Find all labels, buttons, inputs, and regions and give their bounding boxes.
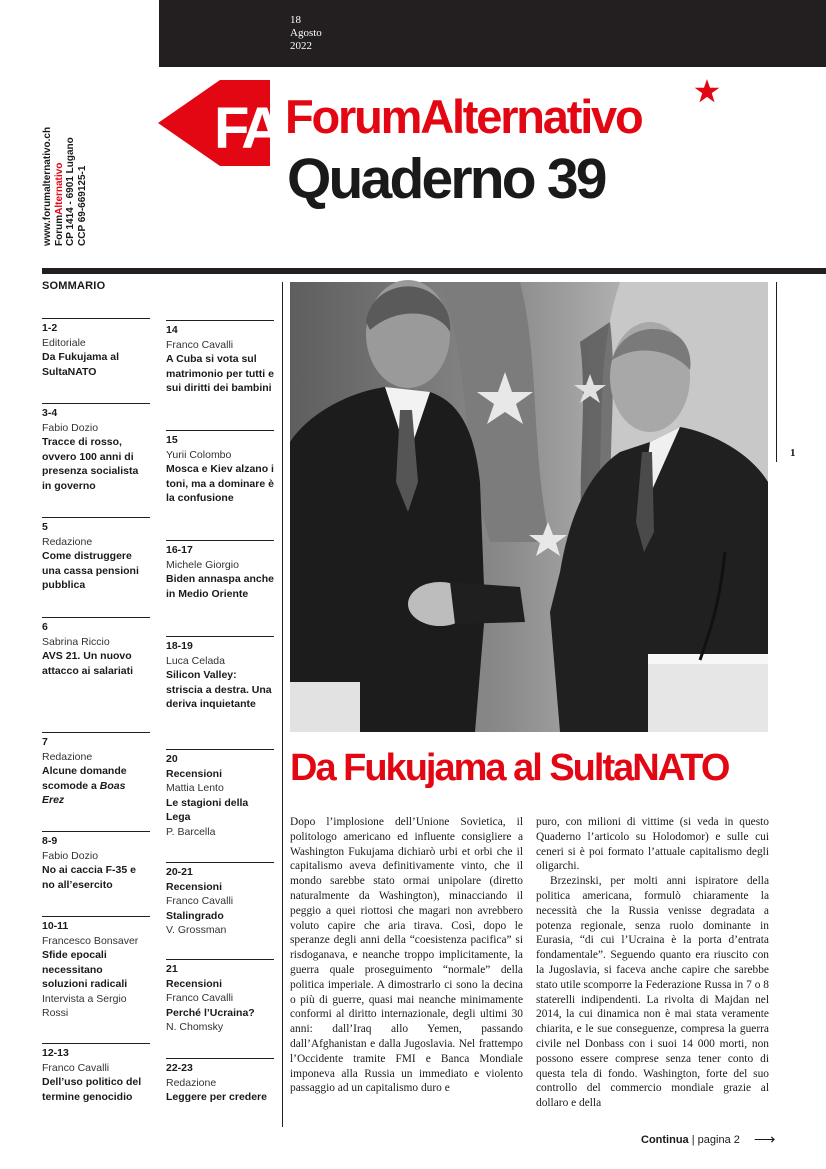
toc-pages: 20-21	[166, 866, 193, 878]
date-year: 2022	[290, 40, 312, 52]
toc-extra: P. Barcella	[166, 825, 216, 838]
toc-author: Sabrina Riccio	[42, 635, 110, 648]
toc-pages: 22-23	[166, 1062, 193, 1074]
toc-extra: N. Chomsky	[166, 1021, 224, 1033]
toc-author: Francesco Bonsaver	[42, 934, 139, 947]
toc-pages: 21	[166, 963, 178, 975]
toc-title: Leggere per credere	[166, 1091, 267, 1103]
toc-pages: 15	[166, 434, 178, 446]
toc-author: Franco Cavalli	[166, 338, 234, 351]
toc-item[interactable]	[42, 916, 150, 1021]
article-paragraph: puro, con milioni di vittime (si veda in questo Quaderno l’articolo su Holodomor) e sulle cui ceneri si è poi formato l’attuale capitalismo degli oligarchi.	[536, 816, 769, 873]
toc-title: Silicon Valley: striscia a destra. Una deriva inquietante	[166, 669, 272, 710]
date-day: 18	[290, 14, 301, 26]
brand-name: ForumAlternativo	[285, 90, 642, 143]
toc-pages: 8-9	[42, 835, 58, 847]
toc-pages: 3-4	[42, 407, 58, 419]
toc-author: Yurii Colombo	[166, 448, 232, 461]
issue-date	[290, 14, 322, 53]
toc-pages: 12-13	[42, 1047, 69, 1059]
continue-link[interactable]	[641, 1130, 775, 1148]
header-rule	[42, 268, 826, 274]
toc-author: Franco Cavalli	[42, 1061, 110, 1074]
sommario-title: SOMMARIO	[42, 280, 106, 292]
toc-pages: 18-19	[166, 640, 193, 652]
article-paragraph: Dopo l’implosione dell’Unione Sovietica, il politologo americano ed influente consigliere a Washington Fukujama dichiarò urbi et orbi che il capitalismo aveva definitivamente vinto, che il mondo sarebbe stato ormai unipolare (diretto naturalmente da Washington), minacciando il peggio a quei riottosi che magari non avrebbero voluto capire che aria tirava. Così, dopo le speranze degli anni della “coesistenza pacifica” si risdoganava, e neanche troppo implicitamente, la guerra quale proseguimento “normale” della politica imperiale. A dimostrarlo ci sono la decina o più di guerre, quasi mai neanche minimamente conformi al diritto internazionale, degli ultimi 30 anni: dall’Iraq allo Yemen, passando dall’Afghanistan e dalla Jugoslavia. Nel frattempo l’Occidente tramite FMI e Banca Mondiale imponeva alla Russia un immediato e violento passaggio ad un capitalismo duro e	[290, 816, 523, 1095]
toc-item[interactable]	[42, 403, 150, 493]
toc-title: Mosca e Kiev alzano i toni, ma a dominare è la confusione	[166, 463, 274, 504]
continue-label: Continua	[641, 1134, 689, 1146]
star-icon	[694, 78, 720, 104]
toc-pages: 14	[166, 324, 178, 336]
margin-divider	[776, 282, 777, 462]
toc-item[interactable]	[42, 517, 150, 593]
toc-author: Mattia Lento	[166, 782, 224, 794]
toc-title	[42, 764, 150, 808]
toc-title: Come distruggere una cassa pensioni pubblica	[42, 550, 139, 591]
toc-section: Recensioni	[166, 767, 223, 780]
org-name-part2: Alternativo	[53, 162, 65, 215]
toc-pages: 20	[166, 753, 178, 765]
toc-author: Redazione	[42, 535, 93, 548]
toc-title: Stalingrado	[166, 909, 224, 922]
org-name	[54, 127, 66, 246]
toc-author: Redazione	[166, 1076, 217, 1089]
toc-item[interactable]	[166, 540, 274, 601]
toc-item[interactable]	[42, 831, 150, 892]
toc-pages: 1-2	[42, 322, 58, 334]
fa-logo-icon	[158, 80, 279, 166]
toc-section: Recensioni	[166, 977, 223, 990]
toc-item[interactable]	[42, 732, 150, 808]
toc-item[interactable]	[166, 862, 274, 938]
continue-page-ref: | pagina 2	[691, 1134, 740, 1146]
toc-extra: V. Grossman	[166, 924, 227, 936]
svg-text:FA: FA	[214, 96, 279, 161]
toc-author: Luca Celada	[166, 654, 225, 667]
website-link[interactable]: www.forumalternativo.ch	[42, 126, 53, 246]
date-month: Agosto	[290, 27, 322, 39]
toc-title: No ai caccia F-35 e no all’esercito	[42, 864, 136, 891]
toc-extra: Intervista a Sergio Rossi	[42, 992, 127, 1019]
article-column-1	[290, 815, 523, 1096]
toc-title: Biden annaspa anche in Medio Oriente	[166, 573, 274, 600]
toc-pages: 6	[42, 621, 48, 633]
column-divider	[282, 282, 283, 1127]
toc-author: Redazione	[42, 750, 93, 763]
toc-item[interactable]	[166, 959, 274, 1035]
article-headline: Da Fukujama al SultaNATO	[290, 747, 729, 789]
toc-author: Fabio Dozio	[42, 849, 99, 862]
toc-title: A Cuba si vota sul matrimonio per tutti e sui diritti dei bambini	[166, 353, 274, 394]
toc-title: Da Fukujama al SultaNATO	[42, 351, 120, 378]
toc-title: AVS 21. Un nuovo attacco ai salariati	[42, 650, 134, 677]
postal-address: CP 1414 - 6901 Lugano	[65, 137, 76, 246]
toc-item[interactable]	[166, 1058, 274, 1105]
toc-title: Tracce di rosso, ovvero 100 anni di presenza socialista in governo	[42, 436, 139, 492]
toc-pages: 5	[42, 521, 48, 533]
handshake-photo-image	[290, 282, 768, 732]
toc-item[interactable]	[166, 636, 274, 712]
toc-pages: 10-11	[42, 920, 69, 932]
article-column-2	[536, 815, 769, 1111]
toc-item[interactable]	[166, 749, 274, 839]
org-name-part1: Forum	[53, 214, 65, 246]
toc-title: Dell’uso politico del termine genocidio	[42, 1076, 142, 1103]
toc-item[interactable]	[42, 1043, 150, 1104]
toc-title: Sfide epocali necessitano soluzioni radicali	[42, 949, 128, 990]
toc-title: Perché l’Ucraina?	[166, 1006, 255, 1019]
toc-title-text: Alcune domande scomode a	[42, 765, 127, 792]
article-paragraph: Brzezinski, per molti anni ispiratore della politica americana, formulò chiaramente la necessità che la Russia venisse degradata a potenza regionale, senza ruolo dominante in Eurasia, “di cui l’Ucraina è la porta d’entrata fondamentale”. Seguendo quanto era riuscito con la Jugoslavia, si faceva anche capire che sarebbe stato utile scomporre la Federazione Russa in 7 o 8 staterelli indipendenti. La rivolta di Majdan nel 2014, la cui dinamica non è mai stata veramente chiarita, e le sue conseguenze, compresa la guerra civile nel Donbass con i suoi 14 000 morti, non possono essere comprese senza tener conto di questa tela di fondo. Washington, forte del suo controllo del commercio mondiale grazie al dollaro e della	[536, 875, 769, 1110]
arrow-right-icon: ⟶	[753, 1131, 776, 1148]
toc-title: Le stagioni della Lega	[166, 796, 249, 823]
page-number: 1	[790, 447, 796, 459]
toc-item[interactable]	[166, 430, 274, 506]
issue-title: Quaderno 39	[287, 147, 605, 211]
toc-section: Recensioni	[166, 880, 223, 893]
toc-author: Editoriale	[42, 336, 86, 349]
toc-item[interactable]	[42, 318, 150, 379]
toc-author: Franco Cavalli	[166, 992, 234, 1004]
toc-pages: 16-17	[166, 544, 193, 556]
toc-pages: 7	[42, 736, 48, 748]
header-bar	[159, 0, 826, 67]
toc-author: Michele Giorgio	[166, 558, 239, 571]
toc-author: Franco Cavalli	[166, 895, 234, 907]
publisher-info	[42, 127, 88, 246]
toc-item[interactable]	[42, 617, 150, 678]
toc-author: Fabio Dozio	[42, 421, 99, 434]
ccp-number: CCP 69-669125-1	[76, 165, 88, 246]
toc-item[interactable]	[166, 320, 274, 396]
cover-photo	[290, 282, 768, 732]
toc-title-italic: Boas Erez	[42, 779, 126, 806]
